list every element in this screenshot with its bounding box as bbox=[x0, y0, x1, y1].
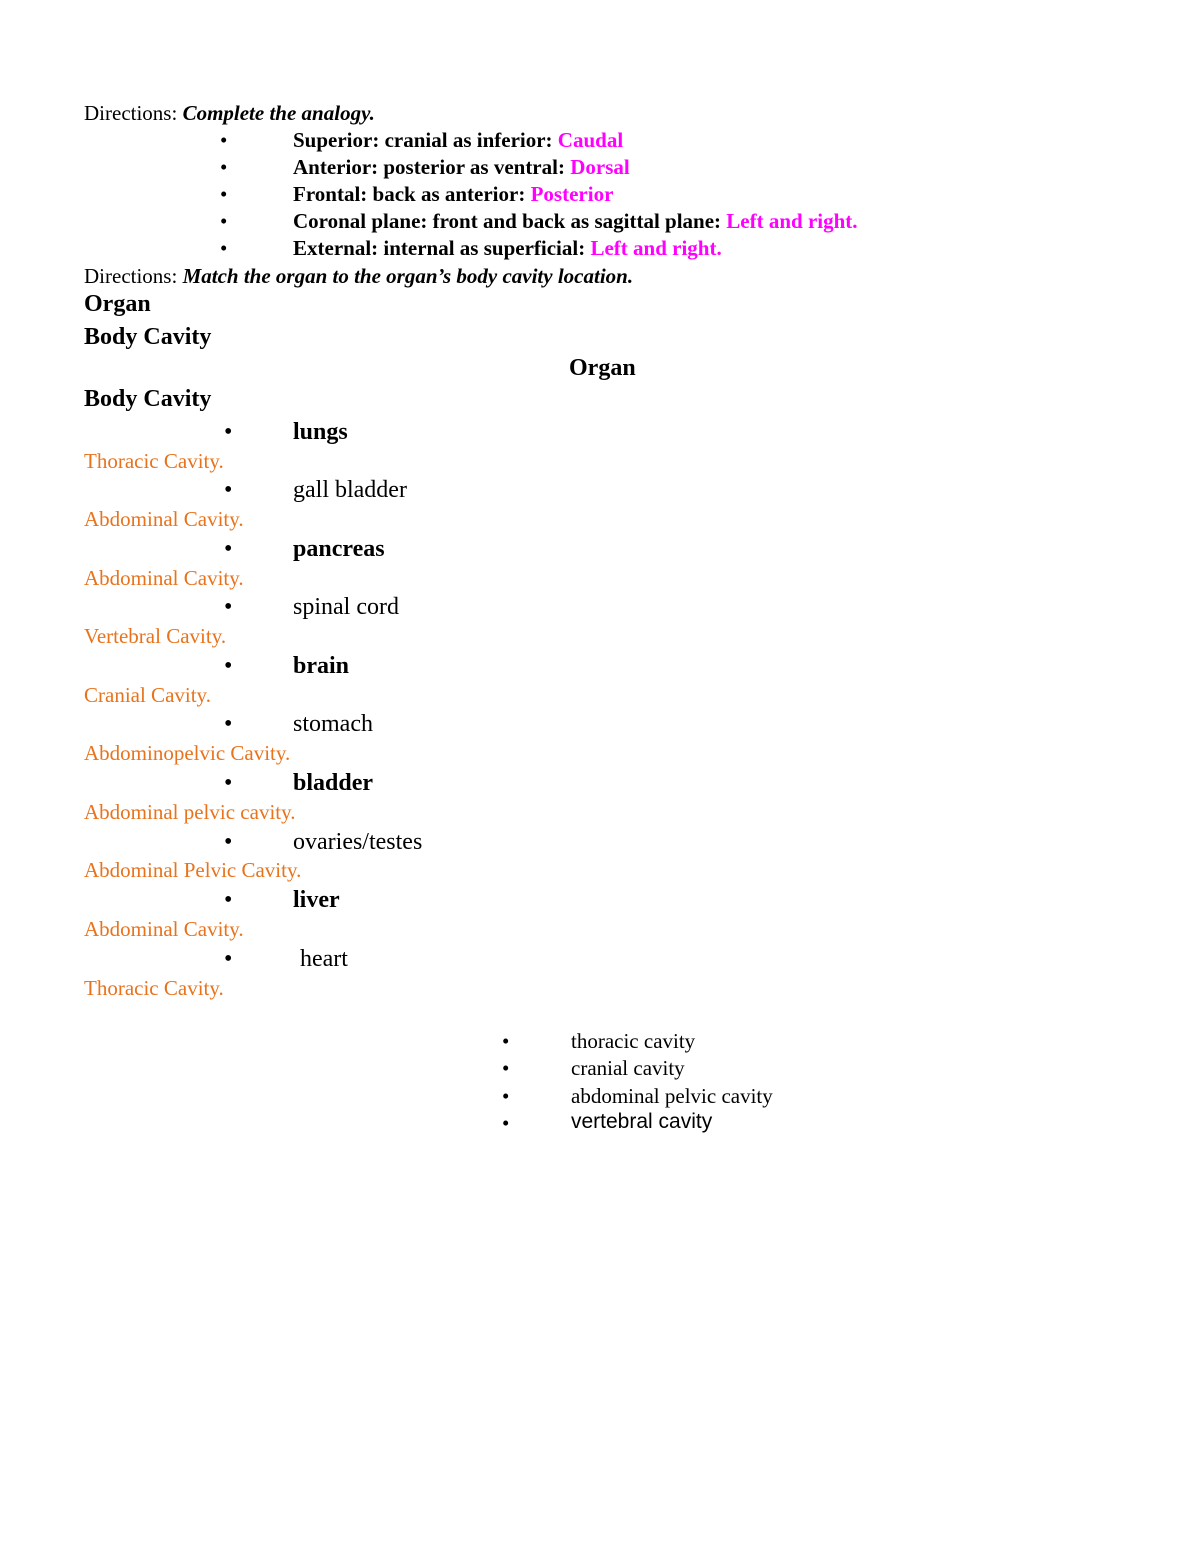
organ-cavity: Abdominopelvic Cavity. bbox=[84, 741, 291, 765]
list-item-bullet: • bbox=[224, 770, 233, 796]
organ-cavity: Thoracic Cavity. bbox=[84, 976, 224, 1000]
list-item-bullet: • bbox=[502, 1029, 510, 1053]
organ-name: pancreas bbox=[293, 536, 385, 562]
analogy-answer: Caudal bbox=[557, 128, 624, 152]
organ-cavity: Abdominal Cavity. bbox=[84, 566, 244, 590]
list-item-bullet: • bbox=[220, 236, 228, 260]
organ-name: heart bbox=[300, 946, 348, 972]
analogy-item-4 bbox=[293, 209, 858, 234]
analogy-answer: Dorsal bbox=[570, 155, 630, 179]
analogy-instruction: Complete the analogy. bbox=[182, 101, 375, 125]
matching-directions-label: Directions: bbox=[84, 264, 178, 288]
analogy-question: Superior: cranial as inferior: bbox=[293, 128, 553, 152]
cavity-option: vertebral cavity bbox=[571, 1110, 713, 1133]
analogy-directions bbox=[84, 101, 375, 126]
organ-name: liver bbox=[293, 887, 340, 913]
list-item-bullet: • bbox=[502, 1084, 510, 1108]
analogy-directions-label: Directions: bbox=[84, 101, 178, 125]
analogy-question: External: internal as superficial: bbox=[293, 236, 586, 260]
organ-name: ovaries/testes bbox=[293, 829, 423, 855]
list-item-bullet: • bbox=[224, 536, 233, 562]
organ-name: lungs bbox=[293, 419, 348, 445]
analogy-answer: Posterior bbox=[530, 182, 614, 206]
list-item-bullet: • bbox=[224, 829, 233, 855]
cavity-option: thoracic cavity bbox=[571, 1029, 696, 1053]
organ-cavity: Abdominal Cavity. bbox=[84, 507, 244, 531]
header-organ-center: Organ bbox=[569, 355, 636, 381]
list-item-bullet: • bbox=[502, 1111, 510, 1135]
list-item-bullet: • bbox=[224, 419, 233, 445]
analogy-item-1 bbox=[293, 128, 623, 153]
analogy-question: Coronal plane: front and back as sagittal plane: bbox=[293, 209, 722, 233]
analogy-question: Frontal: back as anterior: bbox=[293, 182, 526, 206]
analogy-answer: Left and right. bbox=[726, 209, 858, 233]
organ-cavity: Abdominal Pelvic Cavity. bbox=[84, 858, 302, 882]
analogy-item-3 bbox=[293, 182, 613, 207]
organ-cavity: Cranial Cavity. bbox=[84, 683, 211, 707]
analogy-item-5 bbox=[293, 236, 722, 261]
header-body-cavity-2: Body Cavity bbox=[84, 386, 212, 412]
organ-name: bladder bbox=[293, 770, 374, 796]
cavity-option: abdominal pelvic cavity bbox=[571, 1084, 773, 1108]
organ-cavity: Abdominal Cavity. bbox=[84, 917, 244, 941]
header-body-cavity: Body Cavity bbox=[84, 324, 212, 350]
list-item-bullet: • bbox=[220, 182, 228, 206]
list-item-bullet: • bbox=[220, 155, 228, 179]
matching-instruction: Match the organ to the organ’s body cavity location. bbox=[182, 264, 634, 288]
analogy-answer: Left and right. bbox=[590, 236, 722, 260]
list-item-bullet: • bbox=[224, 711, 233, 737]
cavity-option: cranial cavity bbox=[571, 1056, 685, 1080]
analogy-question: Anterior: posterior as ventral: bbox=[293, 155, 565, 179]
list-item-bullet: • bbox=[224, 946, 233, 972]
list-item-bullet: • bbox=[224, 477, 233, 503]
list-item-bullet: • bbox=[220, 209, 228, 233]
matching-directions bbox=[84, 264, 633, 289]
list-item-bullet: • bbox=[224, 594, 233, 620]
organ-name: gall bladder bbox=[293, 477, 407, 503]
organ-name: brain bbox=[293, 653, 350, 679]
organ-cavity: Abdominal pelvic cavity. bbox=[84, 800, 296, 824]
list-item-bullet: • bbox=[220, 128, 228, 152]
organ-name: stomach bbox=[293, 711, 373, 737]
organ-cavity: Vertebral Cavity. bbox=[84, 624, 227, 648]
list-item-bullet: • bbox=[502, 1056, 510, 1080]
organ-cavity: Thoracic Cavity. bbox=[84, 449, 224, 473]
organ-name: spinal cord bbox=[293, 594, 399, 620]
analogy-item-2 bbox=[293, 155, 630, 180]
header-organ: Organ bbox=[84, 291, 151, 317]
list-item-bullet: • bbox=[224, 887, 233, 913]
list-item-bullet: • bbox=[224, 653, 233, 679]
